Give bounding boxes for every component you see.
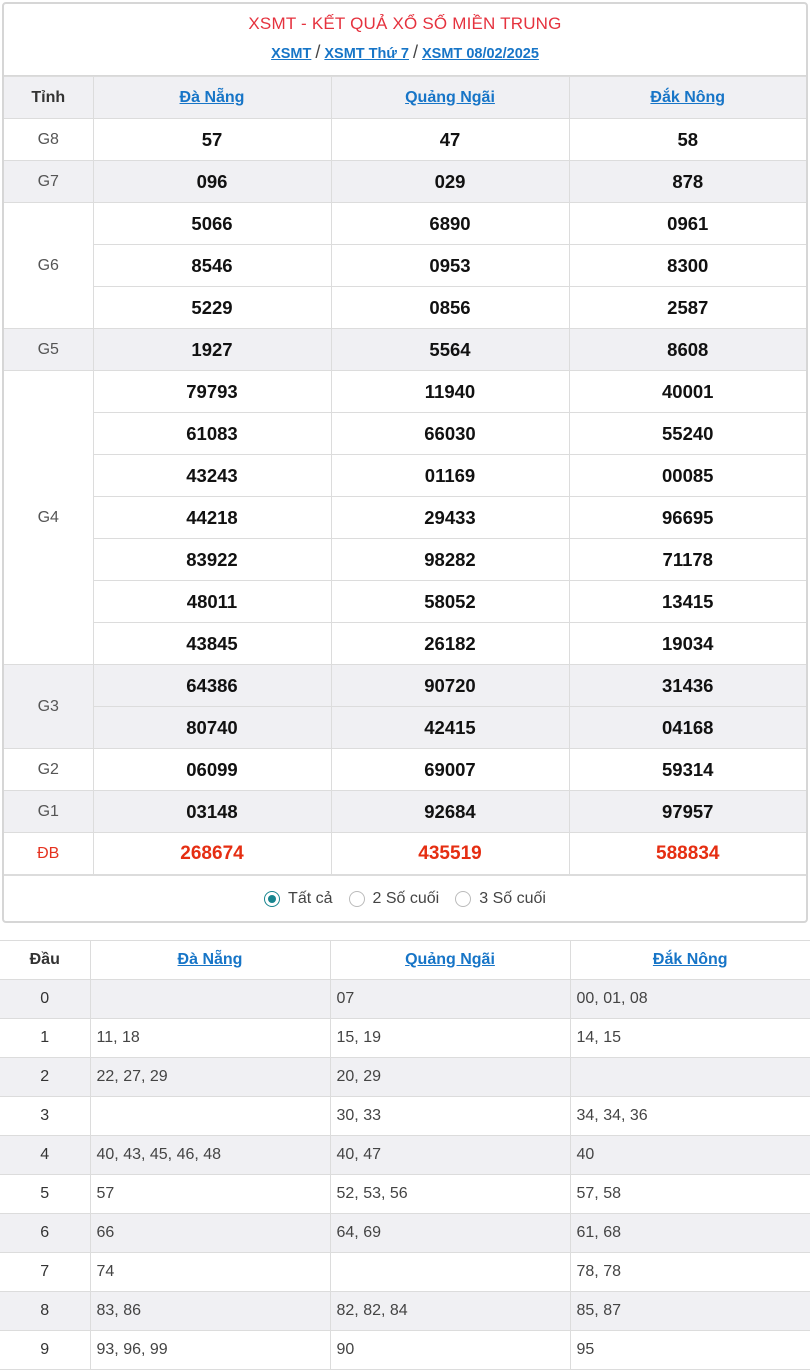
prize-number: 40001 xyxy=(569,371,806,413)
head-digit: 3 xyxy=(0,1097,90,1136)
prize-number: 5229 xyxy=(93,287,331,329)
breadcrumb-separator: / xyxy=(315,42,321,62)
prize-row xyxy=(4,581,806,623)
tail-numbers: 40, 43, 45, 46, 48 xyxy=(90,1136,330,1175)
tail-numbers: 40 xyxy=(570,1136,810,1175)
table-row xyxy=(0,1136,810,1175)
breadcrumb xyxy=(4,42,806,63)
prize-number: 31436 xyxy=(569,665,806,707)
prize-label: G2 xyxy=(4,749,93,791)
prize-number: 90720 xyxy=(331,665,569,707)
prize-number: 8300 xyxy=(569,245,806,287)
province-link-da-nang[interactable]: Đà Nẵng xyxy=(179,88,245,106)
head-digit: 4 xyxy=(0,1136,90,1175)
prize-row xyxy=(4,539,806,581)
prize-number: 5066 xyxy=(93,203,331,245)
table-row xyxy=(0,1214,810,1253)
prize-number: 58052 xyxy=(331,581,569,623)
prize-row xyxy=(4,833,806,875)
tail-numbers: 83, 86 xyxy=(90,1292,330,1331)
province-link-quang-ngai[interactable]: Quảng Ngãi xyxy=(405,88,495,106)
tail-numbers: 82, 82, 84 xyxy=(330,1292,570,1331)
prize-number: 97957 xyxy=(569,791,806,833)
prize-number: 03148 xyxy=(93,791,331,833)
head-digit: 2 xyxy=(0,1058,90,1097)
column-header-tinh: Tỉnh xyxy=(4,77,93,119)
prize-number: 878 xyxy=(569,161,806,203)
prize-number: 96695 xyxy=(569,497,806,539)
prize-row xyxy=(4,791,806,833)
prize-label: G8 xyxy=(4,119,93,161)
filter-option-3-digits[interactable] xyxy=(455,890,546,908)
prize-number: 26182 xyxy=(331,623,569,665)
filter-option-all[interactable] xyxy=(264,890,332,908)
prize-number: 1927 xyxy=(93,329,331,371)
tail-numbers: 85, 87 xyxy=(570,1292,810,1331)
prize-number: 43243 xyxy=(93,455,331,497)
filter-option-label: Tất cả xyxy=(288,889,333,907)
prize-number: 8608 xyxy=(569,329,806,371)
prize-number: 58 xyxy=(569,119,806,161)
prize-label: G4 xyxy=(4,371,93,665)
prize-number: 8546 xyxy=(93,245,331,287)
prize-row xyxy=(4,707,806,749)
prize-number: 11940 xyxy=(331,371,569,413)
prize-row xyxy=(4,623,806,665)
prize-number: 5564 xyxy=(331,329,569,371)
prize-number: 6890 xyxy=(331,203,569,245)
breadcrumb-xsmt-date[interactable]: XSMT 08/02/2025 xyxy=(422,46,539,62)
tail-numbers: 90 xyxy=(330,1331,570,1370)
digit-filter xyxy=(4,875,806,921)
tail-numbers: 40, 47 xyxy=(330,1136,570,1175)
table-row xyxy=(0,1097,810,1136)
table-row xyxy=(0,1331,810,1370)
tail-numbers: 57 xyxy=(90,1175,330,1214)
prize-row xyxy=(4,413,806,455)
tail-numbers xyxy=(330,1253,570,1292)
prize-number: 83922 xyxy=(93,539,331,581)
special-prize-number: 435519 xyxy=(331,833,569,875)
head-digit: 8 xyxy=(0,1292,90,1331)
head-digit: 6 xyxy=(0,1214,90,1253)
prize-number: 61083 xyxy=(93,413,331,455)
prize-row xyxy=(4,245,806,287)
column-header-province xyxy=(90,941,330,980)
table-row xyxy=(0,980,810,1019)
tail-numbers xyxy=(570,1058,810,1097)
table-row xyxy=(0,1292,810,1331)
prize-row xyxy=(4,203,806,245)
prize-number: 48011 xyxy=(93,581,331,623)
head-digit-body xyxy=(0,980,810,1370)
prize-number: 55240 xyxy=(569,413,806,455)
prize-number: 29433 xyxy=(331,497,569,539)
prize-label: G6 xyxy=(4,203,93,329)
head-digit-header-row xyxy=(0,941,810,980)
tail-numbers: 64, 69 xyxy=(330,1214,570,1253)
tail-numbers: 93, 96, 99 xyxy=(90,1331,330,1370)
filter-option-label: 3 Số cuối xyxy=(479,889,546,907)
prize-number: 0961 xyxy=(569,203,806,245)
prize-number: 92684 xyxy=(331,791,569,833)
prize-label: ĐB xyxy=(4,833,93,875)
tail-numbers: 34, 34, 36 xyxy=(570,1097,810,1136)
tail-numbers: 15, 19 xyxy=(330,1019,570,1058)
breadcrumb-xsmt[interactable]: XSMT xyxy=(271,46,312,62)
radio-icon[interactable] xyxy=(455,891,471,907)
filter-option-2-digits[interactable] xyxy=(349,890,440,908)
results-body xyxy=(4,119,806,875)
page-title: XSMT - KẾT QUẢ XỔ SỐ MIỀN TRUNG xyxy=(248,14,562,33)
prize-number: 80740 xyxy=(93,707,331,749)
prize-number: 59314 xyxy=(569,749,806,791)
tail-numbers: 20, 29 xyxy=(330,1058,570,1097)
tail-numbers: 00, 01, 08 xyxy=(570,980,810,1019)
prize-number: 44218 xyxy=(93,497,331,539)
prize-row xyxy=(4,749,806,791)
tail-numbers: 30, 33 xyxy=(330,1097,570,1136)
prize-label: G7 xyxy=(4,161,93,203)
column-header-province xyxy=(330,941,570,980)
province-link-dak-nong[interactable]: Đắk Nông xyxy=(650,88,726,106)
tail-numbers: 11, 18 xyxy=(90,1019,330,1058)
prize-number: 029 xyxy=(331,161,569,203)
prize-number: 42415 xyxy=(331,707,569,749)
prize-number: 06099 xyxy=(93,749,331,791)
special-prize-number: 588834 xyxy=(569,833,806,875)
tail-numbers: 61, 68 xyxy=(570,1214,810,1253)
province-link-da-nang[interactable]: Đà Nẵng xyxy=(177,951,243,968)
tail-numbers: 57, 58 xyxy=(570,1175,810,1214)
results-header xyxy=(4,4,806,76)
column-header-province xyxy=(331,77,569,119)
special-prize-number: 268674 xyxy=(93,833,331,875)
results-header-row xyxy=(4,77,806,119)
province-link-quang-ngai[interactable]: Quảng Ngãi xyxy=(405,951,495,968)
prize-label: G1 xyxy=(4,791,93,833)
head-digit: 9 xyxy=(0,1331,90,1370)
prize-number: 19034 xyxy=(569,623,806,665)
prize-number: 2587 xyxy=(569,287,806,329)
head-digit: 1 xyxy=(0,1019,90,1058)
column-header-dau: Đầu xyxy=(0,941,90,980)
tail-numbers xyxy=(90,1097,330,1136)
prize-number: 13415 xyxy=(569,581,806,623)
prize-number: 64386 xyxy=(93,665,331,707)
breadcrumb-separator: / xyxy=(413,42,419,62)
prize-number: 47 xyxy=(331,119,569,161)
prize-number: 79793 xyxy=(93,371,331,413)
filter-option-label: 2 Số cuối xyxy=(372,889,440,907)
prize-number: 096 xyxy=(93,161,331,203)
head-digit: 5 xyxy=(0,1175,90,1214)
prize-row xyxy=(4,161,806,203)
tail-numbers: 52, 53, 56 xyxy=(330,1175,570,1214)
table-row xyxy=(0,1019,810,1058)
tail-numbers: 22, 27, 29 xyxy=(90,1058,330,1097)
prize-number: 71178 xyxy=(569,539,806,581)
prize-row xyxy=(4,119,806,161)
column-header-province xyxy=(569,77,806,119)
tail-numbers: 78, 78 xyxy=(570,1253,810,1292)
tail-numbers: 74 xyxy=(90,1253,330,1292)
prize-row xyxy=(4,371,806,413)
prize-number: 66030 xyxy=(331,413,569,455)
province-link-dak-nong[interactable]: Đắk Nông xyxy=(652,951,728,968)
results-table xyxy=(4,76,806,875)
radio-selected-icon[interactable] xyxy=(264,891,280,907)
prize-number: 0953 xyxy=(331,245,569,287)
prize-row xyxy=(4,665,806,707)
head-digit-table xyxy=(0,940,810,1370)
prize-row xyxy=(4,455,806,497)
results-card xyxy=(2,2,808,923)
radio-icon[interactable] xyxy=(349,891,365,907)
prize-number: 01169 xyxy=(331,455,569,497)
prize-row xyxy=(4,497,806,539)
table-row xyxy=(0,1058,810,1097)
column-header-province xyxy=(570,941,810,980)
prize-number: 98282 xyxy=(331,539,569,581)
prize-number: 04168 xyxy=(569,707,806,749)
prize-number: 57 xyxy=(93,119,331,161)
prize-number: 69007 xyxy=(331,749,569,791)
column-header-province xyxy=(93,77,331,119)
head-digit: 7 xyxy=(0,1253,90,1292)
head-digit: 0 xyxy=(0,980,90,1019)
prize-row xyxy=(4,329,806,371)
tail-numbers: 07 xyxy=(330,980,570,1019)
tail-numbers: 14, 15 xyxy=(570,1019,810,1058)
prize-label: G5 xyxy=(4,329,93,371)
tail-numbers xyxy=(90,980,330,1019)
table-row xyxy=(0,1175,810,1214)
prize-number: 43845 xyxy=(93,623,331,665)
tail-numbers: 95 xyxy=(570,1331,810,1370)
prize-number: 00085 xyxy=(569,455,806,497)
table-row xyxy=(0,1253,810,1292)
prize-label: G3 xyxy=(4,665,93,749)
prize-row xyxy=(4,287,806,329)
prize-number: 0856 xyxy=(331,287,569,329)
breadcrumb-xsmt-thu7[interactable]: XSMT Thứ 7 xyxy=(324,46,409,62)
tail-numbers: 66 xyxy=(90,1214,330,1253)
